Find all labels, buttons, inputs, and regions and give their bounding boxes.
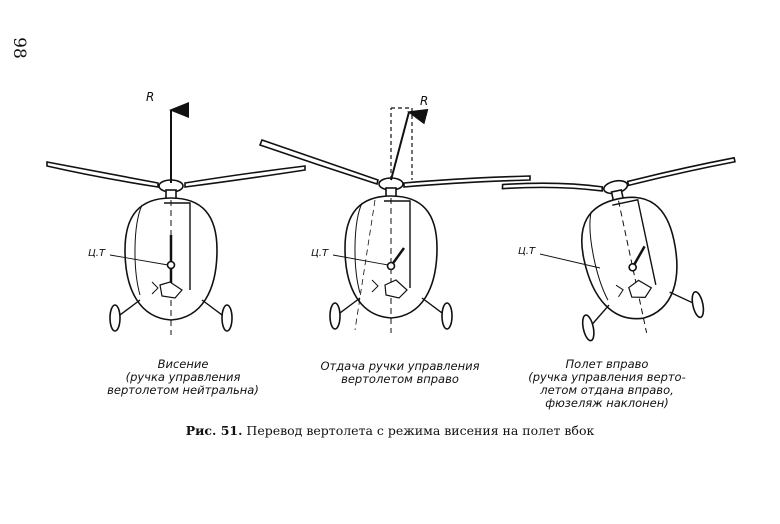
- cg-label-flight-right: Ц.Т: [518, 246, 536, 257]
- helicopter-stick-right: [260, 108, 530, 333]
- panel-label-line: вертолетом нейтральна): [107, 383, 259, 397]
- panel-label-line: летом отдана вправо,: [540, 383, 674, 397]
- panel-label-line: Полет вправо: [565, 357, 649, 371]
- vector-label-stick-right: R: [420, 94, 429, 108]
- cg-label-stick-right: Ц.Т: [311, 248, 329, 259]
- panel-label-line: Висение: [157, 357, 209, 371]
- panel-label-line: (ручка управления верто-: [528, 370, 686, 384]
- panel-label-hover: [88, 358, 278, 397]
- panel-label-stick-right: [300, 360, 500, 386]
- panel-label-line: Отдача ручки управления: [320, 359, 480, 373]
- panel-label-line: вертолетом вправо: [341, 372, 459, 386]
- panel-label-line: (ручка управления: [125, 370, 241, 384]
- cg-label-hover: Ц.Т: [88, 248, 106, 259]
- caption-text: Перевод вертолета с режима висения на полет вбок: [246, 423, 595, 438]
- panel-label-line: фюзеляж наклонен): [545, 396, 669, 410]
- figure-caption: [0, 423, 780, 438]
- vector-label-hover: R: [146, 90, 155, 104]
- helicopter-flight-right: [502, 136, 766, 356]
- panel-label-flight-right: [512, 358, 702, 410]
- page-number: 98: [8, 37, 29, 59]
- caption-label: Рис. 51.: [185, 423, 243, 438]
